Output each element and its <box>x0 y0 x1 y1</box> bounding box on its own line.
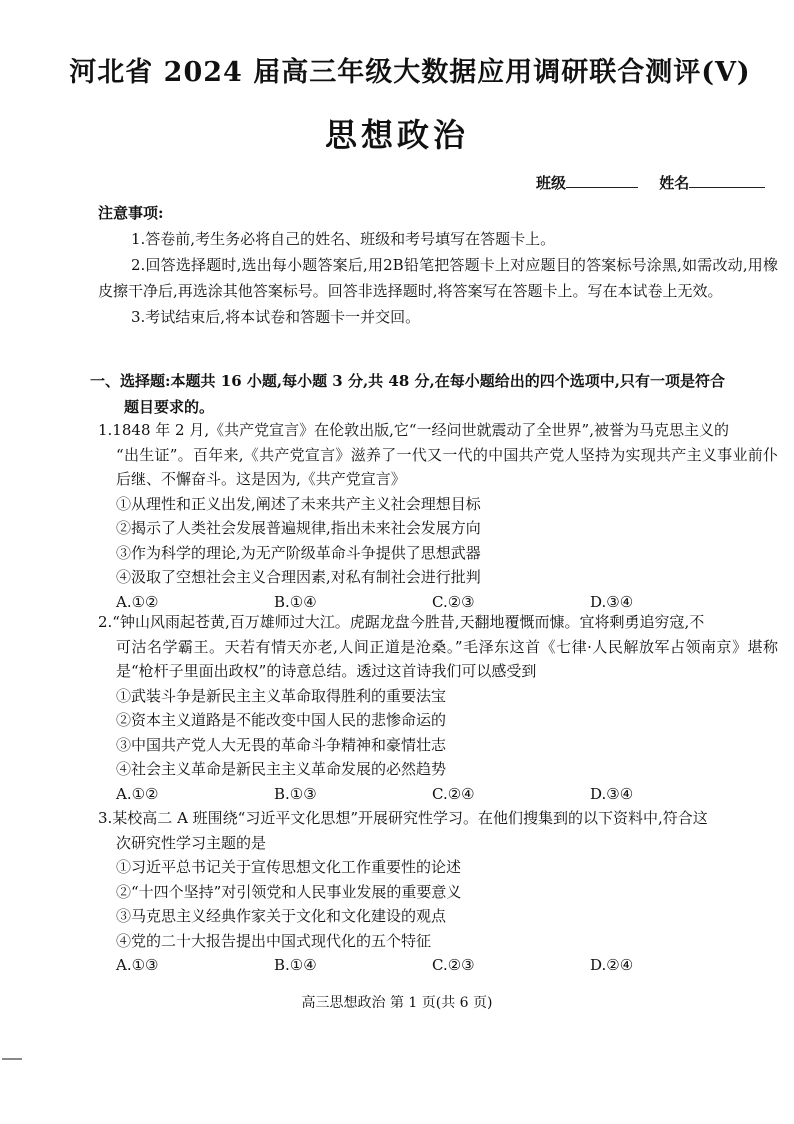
question-option: ③中国共产党人大无畏的革命斗争精神和豪情壮志 <box>116 735 447 754</box>
note-item: 1.答卷前,考生务必将自己的姓名、班级和考号填写在答题卡上。 <box>131 230 556 248</box>
question-stem <box>98 418 778 492</box>
question-option: ③作为科学的理论,为无产阶级革命斗争提供了思想武器 <box>116 543 481 562</box>
notes-heading: 注意事项: <box>98 204 164 222</box>
name-label: 姓名 <box>659 174 690 192</box>
question-stem-first: 1.1848 年 2 月,《共产党宣言》在伦敦出版,它“一经问世就震动了全世界”,被誉为马克思主义的 <box>98 421 729 439</box>
exam-notes <box>98 200 778 330</box>
section-heading <box>90 368 778 420</box>
question-option: ②揭示了人类社会发展普遍规律,指出未来社会发展方向 <box>116 519 481 537</box>
question-option: ①从理性和正义出发,阐述了未来共产主义社会理想目标 <box>116 494 481 513</box>
question-stem-rest: 可沽名学霸王。天若有情天亦老,人间正道是沧桑。”毛泽东这首《七律·人民解放军占领南京》堪称是“枪杆子里面出政权”的诗意总结。透过这首诗我们可以感受到 <box>116 637 778 680</box>
name-blank <box>689 173 765 188</box>
answer-choices <box>116 953 778 978</box>
choice-c: C.②③ <box>432 956 475 974</box>
exam-title: 河北省 2024 届高三年级大数据应用调研联合测评(Ⅴ) <box>69 57 751 88</box>
question-stem-rest: 次研究性学习主题的是 <box>116 833 267 852</box>
question-1 <box>98 418 778 614</box>
choice-d: D.③④ <box>590 592 634 611</box>
note-item: 3.考试结束后,将本试卷和答题卡一并交回。 <box>131 308 421 326</box>
choice-a: A.①③ <box>116 956 159 974</box>
question-stem-first: 3.某校高二 A 班围绕“习近平文化思想”开展研究性学习。在他们搜集到的以下资料中,符合这 <box>98 809 708 827</box>
choice-a: A.①② <box>116 592 159 611</box>
class-blank <box>566 173 638 188</box>
question-option: ④党的二十大报告提出中国式现代化的五个特征 <box>116 931 432 950</box>
choice-c: C.②④ <box>432 784 475 803</box>
question-3 <box>98 806 778 978</box>
question-stem <box>98 806 778 855</box>
question-option: ①习近平总书记关于宣传思想文化工作重要性的论述 <box>116 858 462 876</box>
question-stem-first: 2.“钟山风雨起苍黄,百万雄师过大江。虎踞龙盘今胜昔,天翻地覆慨而慷。宜将剩勇追穷寇,不 <box>98 613 705 631</box>
choice-b: B.①③ <box>274 784 317 803</box>
question-stem <box>98 610 778 684</box>
question-option: ④社会主义革命是新民主主义革命发展的必然趋势 <box>116 760 447 778</box>
scan-mark <box>2 1058 22 1060</box>
section-heading-line1: 一、选择题:本题共 16 小题,每小题 3 分,共 48 分,在每小题给出的四个选项中,只有一项是符合 <box>90 372 725 390</box>
question-option: ②资本主义道路是不能改变中国人民的悲惨命运的 <box>116 711 447 729</box>
question-option: ①武装斗争是新民主主义革命取得胜利的重要法宝 <box>116 686 447 705</box>
choice-d: D.③④ <box>590 784 634 803</box>
answer-choices <box>116 782 778 807</box>
section-heading-line2: 题目要求的。 <box>124 398 215 416</box>
question-stem-rest: “出生证”。百年来,《共产党宣言》滋养了一代又一代的中国共产党人坚持为实现共产主义事业前仆后继、不懈奋斗。这是因为,《共产党宣言》 <box>116 445 778 488</box>
question-option: ②“十四个坚持”对引领党和人民事业发展的重要意义 <box>116 882 462 901</box>
question-2 <box>98 610 778 806</box>
choice-d: D.②④ <box>590 956 634 974</box>
note-item: 2.回答选择题时,选出每小题答案后,用2B铅笔把答题卡上对应题目的答案标号涂黑,如需改动,用橡皮擦干净后,再选涂其他答案标号。回答非选择题时,将答案写在答题卡上。写在本试卷上无效。 <box>98 256 778 300</box>
subject-title: 思想政治 <box>324 116 469 154</box>
choice-c: C.②③ <box>432 592 475 611</box>
question-option: ④汲取了空想社会主义合理因素,对私有制社会进行批判 <box>116 568 481 586</box>
choice-b: B.①④ <box>274 592 317 611</box>
page-footer: 高三思想政治 第 1 页(共 6 页) <box>301 995 493 1011</box>
student-info-fields <box>536 172 765 193</box>
choice-b: B.①④ <box>274 956 317 974</box>
class-label: 班级 <box>536 174 567 192</box>
choice-a: A.①② <box>116 784 159 803</box>
question-option: ③马克思主义经典作家关于文化和文化建设的观点 <box>116 907 447 925</box>
